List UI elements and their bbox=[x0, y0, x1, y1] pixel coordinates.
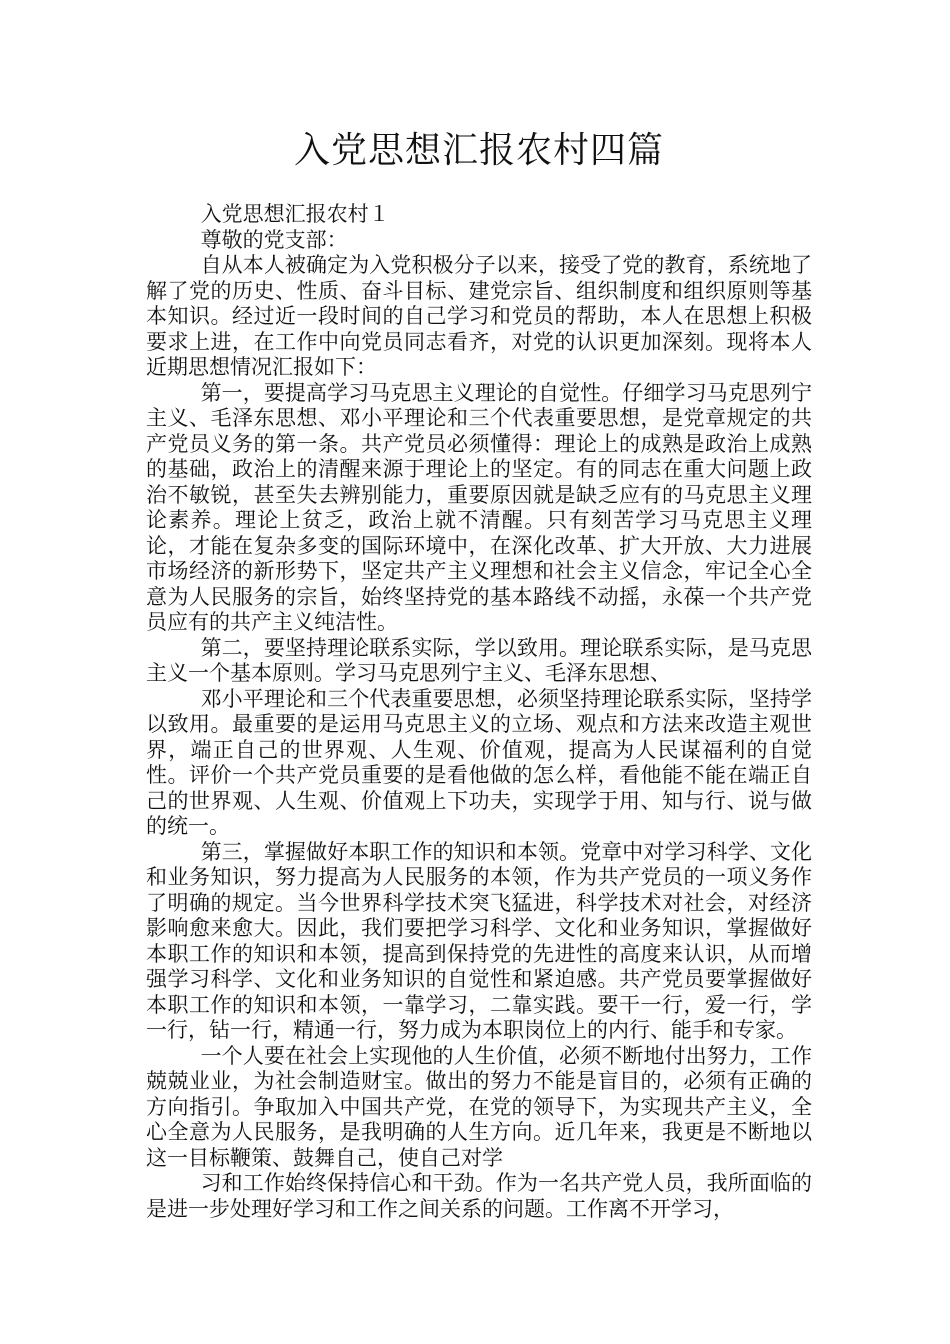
salutation: 尊敬的党支部： bbox=[200, 227, 348, 252]
body-paragraph: 第二，要坚持理论联系实际，学以致用。理论联系实际，是马克思主义一个基本原则。学习马克思列宁主义、毛泽东思想、 bbox=[146, 635, 812, 685]
body-paragraph: 邓小平理论和三个代表重要思想，必须坚持理论联系实际，坚持学以致用。最重要的是运用马克思主义的立场、观点和方法来改造主观世界，端正自己的世界观、人生观、价值观，提高为人民谋福利的自觉性。评价一个共产党员重要的是看他做的怎么样，看他能不能在端正自己的世界观、人生观、价值观上下功夫，实现学于用、知与行、说与做的统一。 bbox=[146, 686, 812, 838]
body-paragraph: 自从本人被确定为入党积极分子以来，接受了党的教育，系统地了解了党的历史、性质、奋斗目标、建党宗旨、组织制度和组织原则等基本知识。经过近一段时间的自己学习和党员的帮助，本人在思想上积极要求上进，在工作中向党员同志看齐，对党的认识更加深刻。现将本人近期思想情况汇报如下： bbox=[146, 253, 812, 379]
section-heading: 入党思想汇报农村１ bbox=[200, 202, 390, 226]
document-title: 入党思想汇报农村四篇 bbox=[293, 130, 664, 171]
body-paragraph: 一个人要在社会上实现他的人生价值，必须不断地付出努力，工作兢兢业业，为社会制造财宝。做出的努力不能是盲目的，必须有正确的方向指引。争取加入中国共产党，在党的领导下，为实现共产主义，全心全意为人民服务，是我明确的人生方向。近几年来，我更是不断地以这一目标鞭策、鼓舞自己，使自己对学 bbox=[146, 1043, 812, 1170]
body-paragraph: 习和工作始终保持信心和干劲。作为一名共产党人员，我所面临的是进一步处理好学习和工作之间关系的问题。工作离不开学习， bbox=[146, 1171, 812, 1221]
body-paragraph: 第三，掌握做好本职工作的知识和本领。党章中对学习科学、文化和业务知识，努力提高为人民服务的本领，作为共产党员的一项义务作了明确的规定。当今世界科学技术突飞猛进，科学技术对社会，对经济影响愈来愈大。因此，我们要把学习科学、文化和业务知识，掌握做好本职工作的知识和本领，提高到保持党的先进性的高度来认识，从而增强学习科学、文化和业务知识的自觉性和紧迫感。共产党员要掌握做好本职工作的知识和本领，一靠学习，二靠实践。要干一行，爱一行，学一行，钻一行，精通一行，努力成为本职岗位上的内行、能手和专家。 bbox=[146, 839, 812, 1042]
document-body bbox=[146, 202, 812, 1222]
body-paragraph: 第一，要提高学习马克思主义理论的自觉性。仔细学习马克思列宁主义、毛泽东思想、邓小平理论和三个代表重要思想，是党章规定的共产党员义务的第一条。共产党员必须懂得：理论上的成熟是政治上成熟的基础，政治上的清醒来源于理论上的坚定。有的同志在重大问题上政治不敏锐，甚至失去辨别能力，重要原因就是缺乏应有的马克思主义理论素养。理论上贫乏，政治上就不清醒。只有刻苦学习马克思主义理论，才能在复杂多变的国际环境中，在深化改革、扩大开放、大力进展市场经济的新形势下，坚定共产主义理想和社会主义信念，牢记全心全意为人民服务的宗旨，始终坚持党的基本路线不动摇，永葆一个共产党员应有的共产主义纯洁性。 bbox=[146, 380, 812, 634]
